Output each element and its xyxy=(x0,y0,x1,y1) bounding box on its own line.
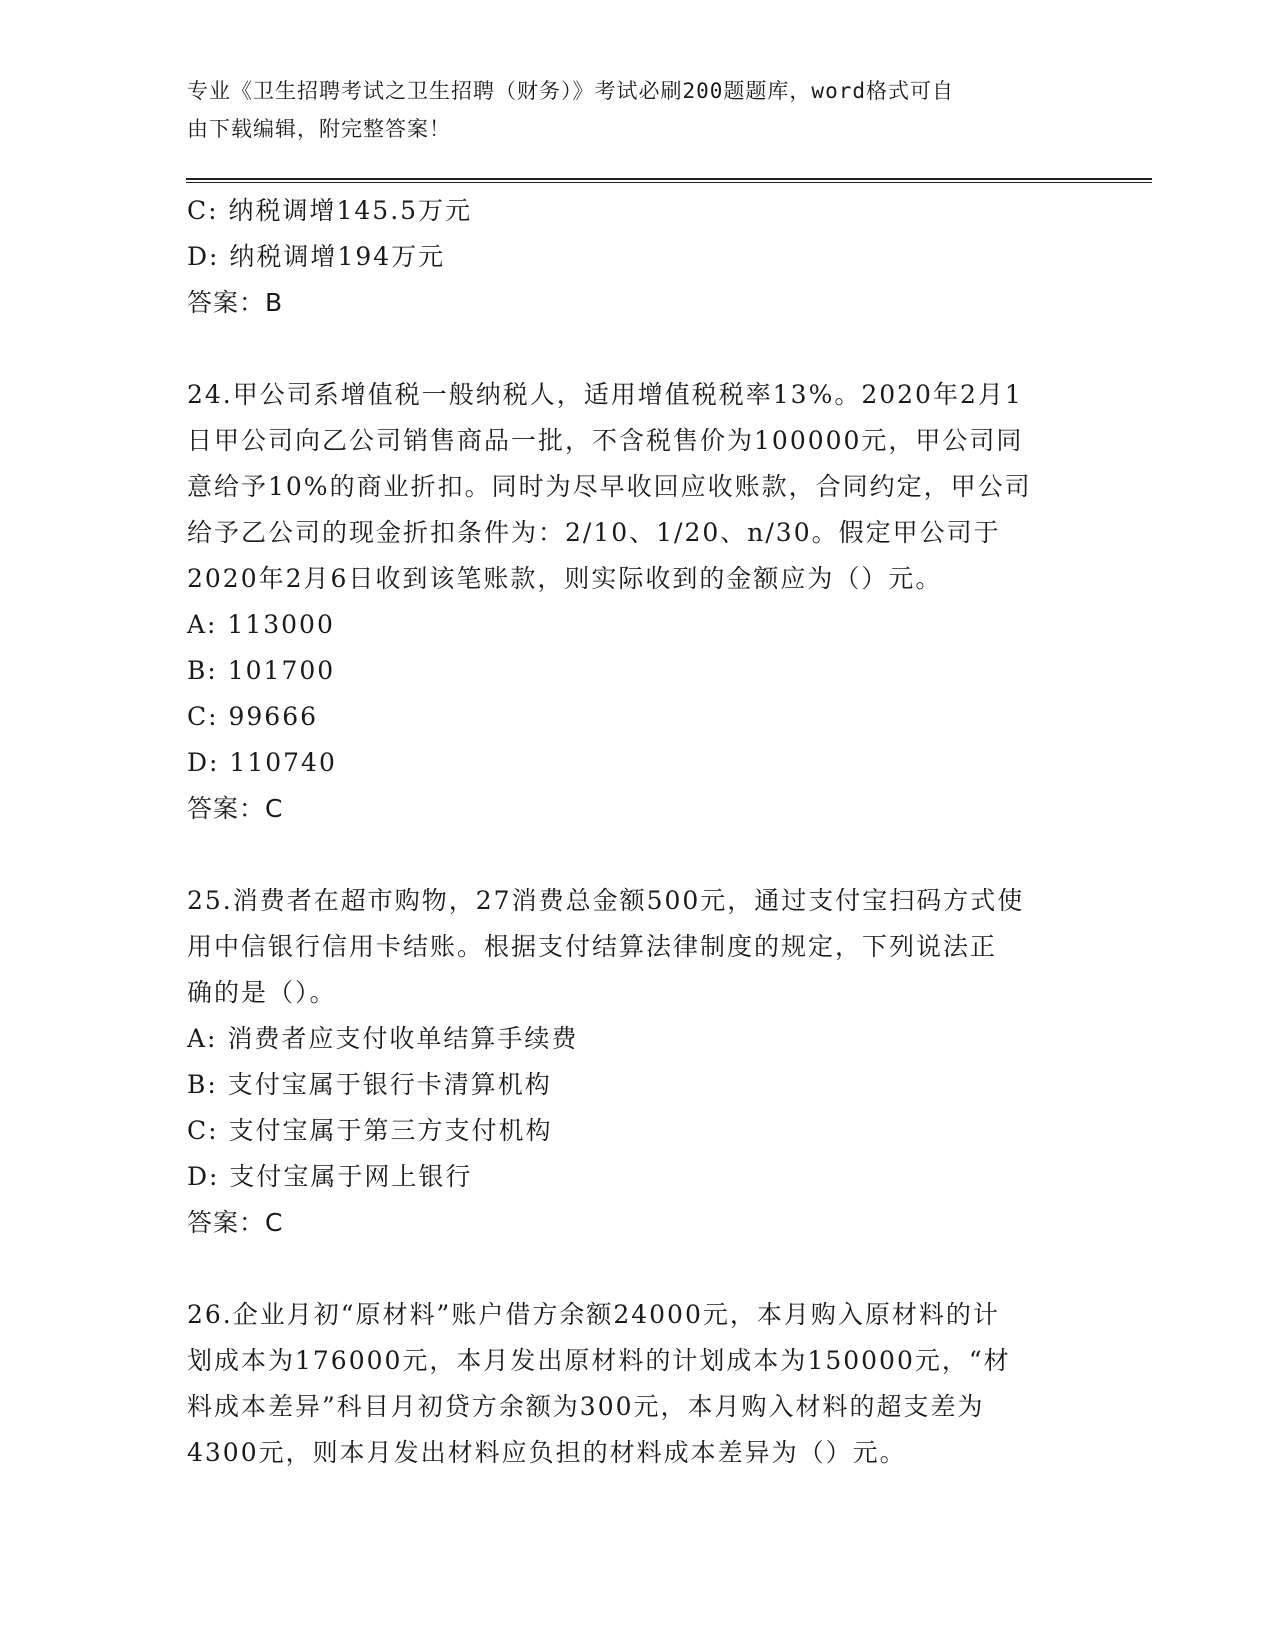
question-text-line: 确的是（）。 xyxy=(187,978,337,1007)
header-line-1: 专业《卫生招聘考试之卫生招聘（财务）》考试必刷200题题库，word格式可自 xyxy=(187,79,954,103)
page-header xyxy=(187,72,1067,148)
question-25 xyxy=(187,878,1087,1246)
spacer xyxy=(187,832,1087,878)
spacer xyxy=(187,1246,1087,1292)
option-d: D: 纳税调增194万元 xyxy=(187,242,446,271)
question-text-line: 料成本差异”科目月初贷方余额为300元，本月购入材料的超支差为 xyxy=(187,1392,985,1421)
option-b: B: 101700 xyxy=(187,656,336,685)
answer-line: 答案：C xyxy=(187,1208,284,1237)
option-a: A: 113000 xyxy=(187,610,335,639)
answer-line: 答案：C xyxy=(187,794,284,823)
page-content xyxy=(187,188,1087,1476)
header-divider xyxy=(186,178,1152,183)
question-26 xyxy=(187,1292,1087,1476)
question-24 xyxy=(187,372,1087,832)
option-d: D: 110740 xyxy=(187,748,337,777)
header-line-2: 由下载编辑，附完整答案！ xyxy=(187,117,451,141)
question-text-line: 26.企业月初“原材料”账户借方余额24000元，本月购入原材料的计 xyxy=(187,1300,1000,1329)
question-text-line: 24.甲公司系增值税一般纳税人，适用增值税税率13%。2020年2月1 xyxy=(187,380,1023,409)
option-c: C: 纳税调增145.5万元 xyxy=(187,196,473,225)
question-text-line: 意给予10%的商业折扣。同时为尽早收回应收账款，合同约定，甲公司 xyxy=(187,472,1032,501)
option-c: C: 99666 xyxy=(187,702,319,731)
option-c: C: 支付宝属于第三方支付机构 xyxy=(187,1116,553,1145)
option-a: A: 消费者应支付收单结算手续费 xyxy=(187,1024,579,1053)
question-text-line: 划成本为176000元，本月发出原材料的计划成本为150000元，“材 xyxy=(187,1346,1011,1375)
question-text-line: 用中信银行信用卡结账。根据支付结算法律制度的规定，下列说法正 xyxy=(187,932,998,961)
option-b: B: 支付宝属于银行卡清算机构 xyxy=(187,1070,552,1099)
question-text-line: 给予乙公司的现金折扣条件为：2/10、1/20、n/30。假定甲公司于 xyxy=(187,518,1001,547)
question-text-line: 2020年2月6日收到该笔账款，则实际收到的金额应为（）元。 xyxy=(187,564,943,593)
spacer xyxy=(187,326,1087,372)
question-23-tail xyxy=(187,188,1087,326)
answer-line: 答案：B xyxy=(187,288,284,317)
option-d: D: 支付宝属于网上银行 xyxy=(187,1162,473,1191)
question-text-line: 25.消费者在超市购物，27消费总金额500元，通过支付宝扫码方式使 xyxy=(187,886,1025,915)
question-text-line: 日甲公司向乙公司销售商品一批，不含税售价为100000元，甲公司同 xyxy=(187,426,1024,455)
question-text-line: 4300元，则本月发出材料应负担的材料成本差异为（）元。 xyxy=(187,1438,907,1467)
